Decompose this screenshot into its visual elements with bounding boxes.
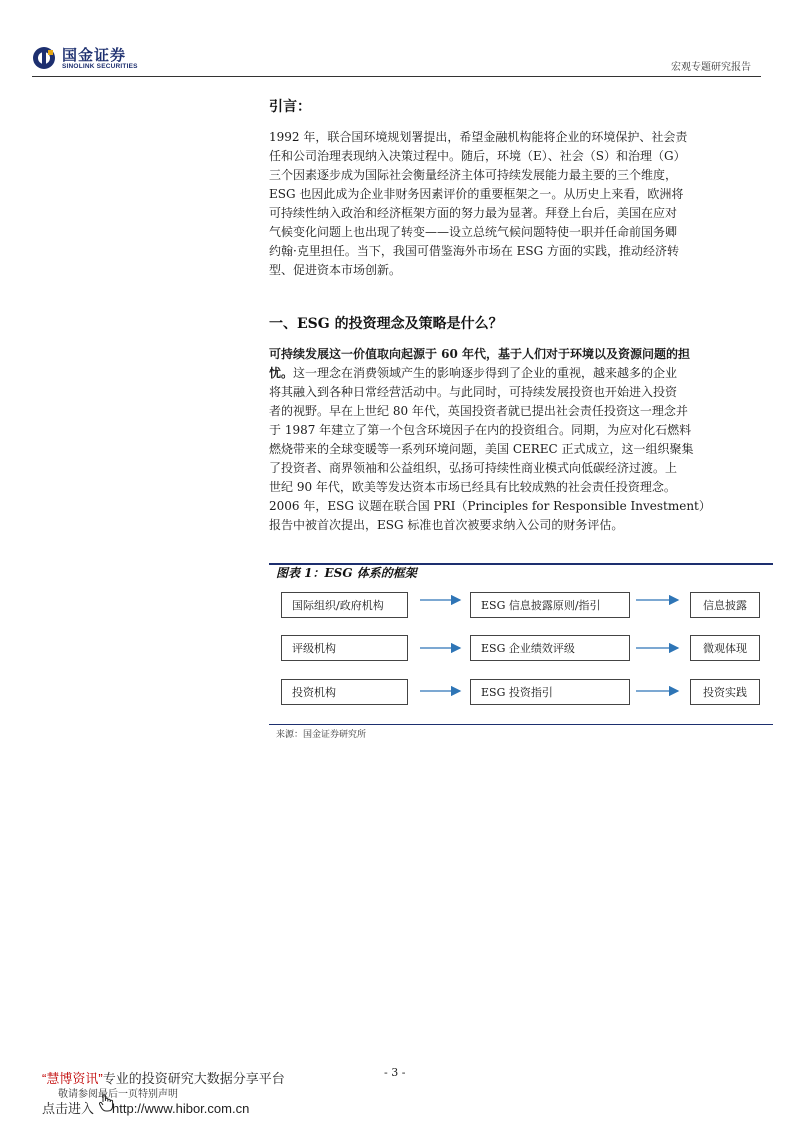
footer-link-line[interactable] <box>42 1098 249 1117</box>
section-line <box>269 345 755 364</box>
framework-box-micro: 微观体现 <box>690 635 760 661</box>
footer-notice: 敬请参阅最后一页特别声明 <box>58 1089 178 1100</box>
intro-line: 任和公司治理表现纳入决策过程中。随后，环境（E）、社会（S）和治理（G） <box>269 149 686 163</box>
framework-box-investment-guideline: ESG 投资指引 <box>470 679 630 705</box>
section-line: 世纪 90 年代，欧美等发达资本市场已经具有比较成熟的社会责任投资理念。 <box>269 480 676 494</box>
framework-box-performance-rating: ESG 企业绩效评级 <box>470 635 630 661</box>
section-line: 燃烧带来的全球变暖等一系列环境问题，美国 CEREC 正式成立，这一组织聚集 <box>269 442 694 456</box>
section-line: 将其融入到各种日常经营活动中。与此同时，可持续发展投资也开始进入投资 <box>269 385 678 399</box>
framework-box-org: 国际组织/政府机构 <box>281 592 408 618</box>
framework-box-investment-institution: 投资机构 <box>281 679 408 705</box>
section-line-rest: 这一理念在消费领域产生的影响逐步得到了企业的重视，越来越多的企业 <box>293 366 678 380</box>
bold-lead: 可持续发展这一价值取向起源于 60 年代，基于人们对于环境以及资源问题的担 <box>269 347 691 361</box>
section-line: 者的视野。早在上世纪 80 年代，英国投资者就已提出社会责任投资这一理念并 <box>269 404 688 418</box>
section-line: 了投资者、商界领袖和公益组织，弘扬可持续性商业模式向低碳经济过渡。上 <box>269 461 678 475</box>
footer-url-link[interactable]: http://www.hibor.com.cn <box>112 1101 250 1116</box>
logo-text-en: SINOLINK SECURITIES <box>62 63 138 70</box>
figure-source: 来源：国金证券研究所 <box>276 730 367 740</box>
section-line: 于 1987 年建立了第一个包含环境因子在内的投资组合。同期，为应对化石燃料 <box>269 423 692 437</box>
report-type: 宏观专题研究报告 <box>671 62 751 73</box>
bold-lead-end: 忧。 <box>269 366 294 380</box>
intro-paragraph <box>269 128 755 280</box>
page-number: - 3 - <box>384 1066 406 1079</box>
pointing-hand-icon <box>98 1094 114 1112</box>
footer-slogan-text: 专业的投资研究大数据分享平台 <box>102 1071 285 1086</box>
framework-box-disclosure-principles: ESG 信息披露原则/指引 <box>470 592 630 618</box>
sinolink-logo-icon <box>32 46 56 70</box>
figure-title: 图表 1：ESG 体系的框架 <box>276 566 417 580</box>
section-paragraph <box>269 345 755 535</box>
intro-line: 1992 年，联合国环境规划署提出，希望金融机构能将企业的环境保护、社会责 <box>269 130 688 144</box>
section-heading: 一、ESG 的投资理念及策略是什么？ <box>269 316 503 332</box>
intro-line: 可持续性纳入政治和经济框架方面的努力最为显著。拜登上台后，美国在应对 <box>269 206 678 220</box>
logo-text-cn: 国金证券 <box>62 47 127 64</box>
header-divider <box>32 76 761 77</box>
intro-line: 型、促进资本市场创新。 <box>269 263 402 277</box>
figure-bottom-rule <box>269 724 773 725</box>
framework-box-investment-practice: 投资实践 <box>690 679 760 705</box>
intro-line: ESG 也因此成为企业非财务因素评价的重要框架之一。从历史上来看，欧洲将 <box>269 187 684 201</box>
section-line: 2006 年，ESG 议题在联合国 PRI（Principles for Responsible Investment） <box>269 499 711 513</box>
framework-box-rating-agency: 评级机构 <box>281 635 408 661</box>
framework-box-disclosure: 信息披露 <box>690 592 760 618</box>
intro-heading: 引言： <box>269 99 311 115</box>
intro-line: 三个因素逐步成为国际社会衡量经济主体可持续发展能力最主要的三个维度， <box>269 168 678 182</box>
section-line: 报告中被首次提出，ESG 标准也首次被要求纳入公司的财务评估。 <box>269 518 624 532</box>
section-line <box>269 364 755 383</box>
footer-quote-open: “ <box>42 1071 47 1086</box>
footer-quote-close: ” <box>98 1071 103 1086</box>
footer-click-prefix: 点击进入 <box>42 1101 95 1116</box>
intro-line: 气候变化问题上也出现了转变——设立总统气候问题特使一职并任命前国务卿 <box>269 225 678 239</box>
footer-brand: 慧博资讯 <box>46 1071 99 1086</box>
intro-line: 约翰·克里担任。当下，我国可借鉴海外市场在 ESG 方面的实践，推动经济转 <box>269 244 680 258</box>
